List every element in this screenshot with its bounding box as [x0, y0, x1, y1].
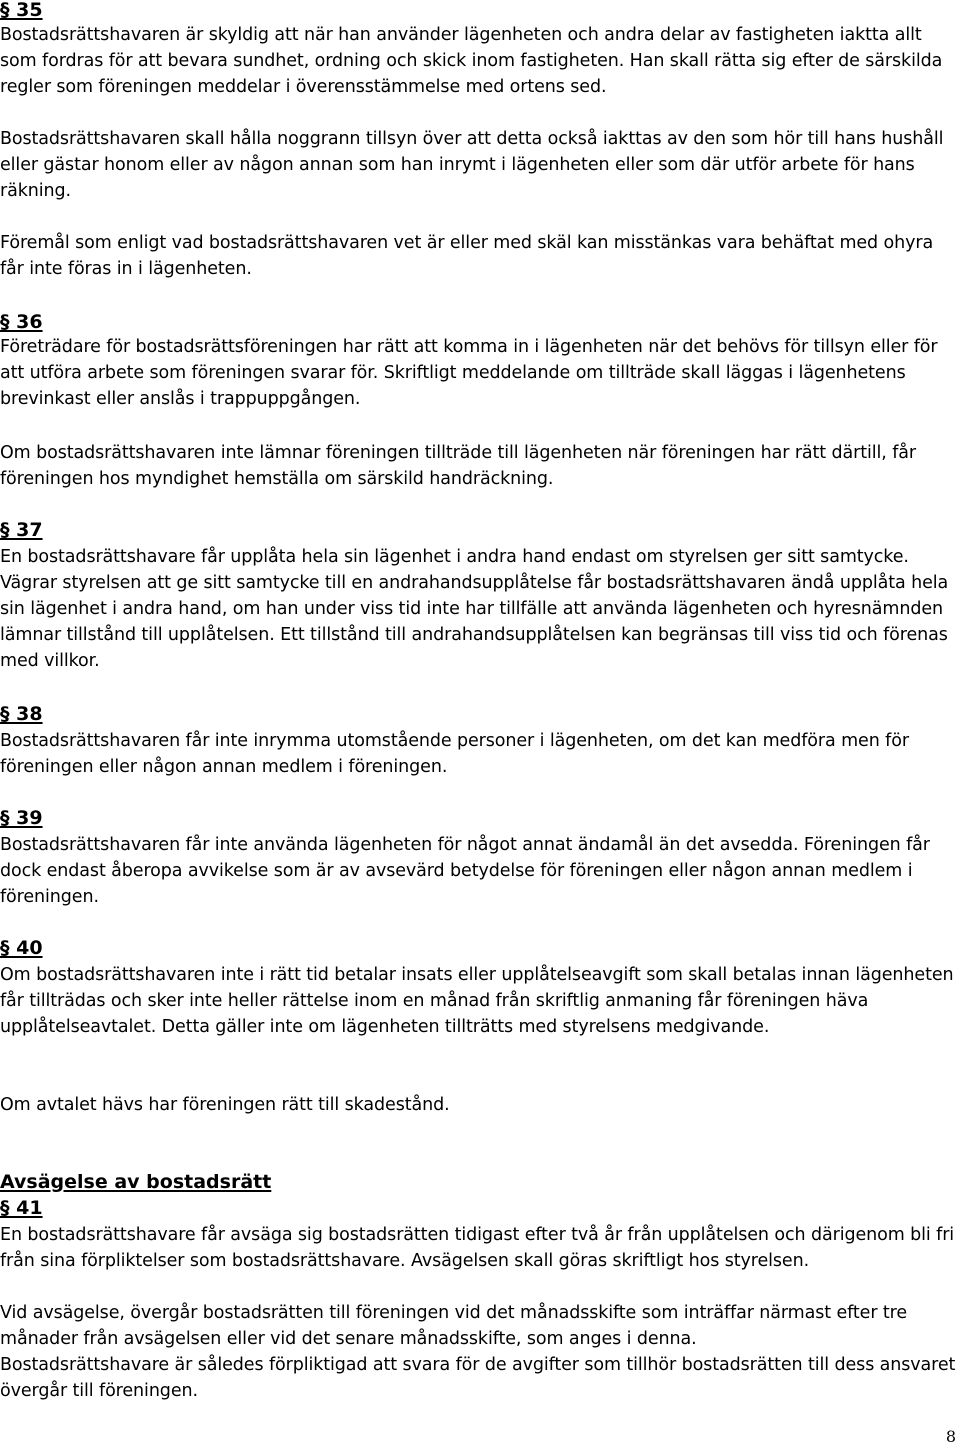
- section-39-paragraph-1: Bostadsrättshavaren får inte använda lägenheten för något annat ändamål än det avsedda. Föreningen får dock endast åberopa avvikelse som är av avsevärd betydelse för föreningen eller någon annan medlem i föreningen.: [0, 835, 930, 907]
- section-37-paragraph-1: En bostadsrättshavare får upplåta hela sin lägenhet i andra hand endast om styrelsen ger sitt samtycke. Vägrar styrelsen att ge sitt samtycke till en andrahandsupplåtelse får bostadsrättshavaren ändå upplåta hela sin lägenhet i andra hand, om han under viss tid inte har tillfälle att använda lägenheten och hyresnämnden lämnar tillstånd till upplåtelsen. Ett tillstånd till andrahandsupplåtelsen kan begränsas till viss tid och förenas med villkor.: [0, 547, 949, 671]
- section-heading-36: § 36: [0, 311, 43, 333]
- section-36-paragraph-2: Om bostadsrättshavaren inte lämnar föreningen tillträde till lägenheten när föreningen har rätt därtill, får föreningen hos myndighet hemställa om särskild handräckning.: [0, 443, 917, 489]
- section-heading-39: § 39: [0, 807, 43, 829]
- section-35-paragraph-2: Bostadsrättshavaren skall hålla noggrann tillsyn över att detta också iakttas av den som hör till hans hushåll eller gästar honom eller av någon annan som han inrymt i lägenheten eller som där utför arbete för hans räkning.: [0, 129, 944, 201]
- section-41-paragraph-2: Vid avsägelse, övergår bostadsrätten till föreningen vid det månadsskifte som inträffar närmast efter tre månader från avsägelsen eller vid det senare månadsskifte, som anges i denna.: [0, 1303, 908, 1349]
- section-heading-35: § 35: [0, 0, 43, 21]
- section-heading-41: § 41: [0, 1197, 43, 1219]
- section-35-paragraph-1: Bostadsrättshavaren är skyldig att när han använder lägenheten och andra delar av fastigheten iaktta allt som fordras för att bevara sundhet, ordning och skick inom fastigheten. Han skall rätta sig efter de särskilda regler som föreningen meddelar i överensstämmelse med ortens sed.: [0, 25, 943, 97]
- section-36-paragraph-1: Företrädare för bostadsrättsföreningen har rätt att komma in i lägenheten när det behövs för tillsyn eller för att utföra arbete som föreningen svarar för. Skriftligt meddelande om tillträde skall läggas i lägenhetens brevinkast eller anslås i trappuppgången.: [0, 337, 938, 409]
- page-number: 8: [945, 1427, 956, 1446]
- section-41-paragraph-1: En bostadsrättshavare får avsäga sig bostadsrätten tidigast efter två år från upplåtelsen och därigenom bli fri från sina förpliktelser som bostadsrättshavare. Avsägelsen skall göras skriftligt hos styrelsen.: [0, 1225, 955, 1271]
- section-38-paragraph-1: Bostadsrättshavaren får inte inrymma utomstående personer i lägenheten, om det kan medföra men för föreningen eller någon annan medlem i föreningen.: [0, 731, 909, 777]
- section-heading-40: § 40: [0, 937, 43, 959]
- section-heading-38: § 38: [0, 703, 43, 725]
- section-35-paragraph-3: Föremål som enligt vad bostadsrättshavaren vet är eller med skäl kan misstänkas vara behäftat med ohyra får inte föras in i lägenheten.: [0, 233, 934, 279]
- section-heading-37: § 37: [0, 519, 43, 541]
- section-40-paragraph-1: Om bostadsrättshavaren inte i rätt tid betalar insats eller upplåtelseavgift som skall betalas innan lägenheten får tillträdas och sker inte heller rättelse inom en månad från skriftlig anmaning får föreningen häva upplåtelseavtalet. Detta gäller inte om lägenheten tillträtts med styrelsens medgivande.: [0, 965, 954, 1037]
- section-41-paragraph-3: Bostadsrättshavare är således förpliktigad att svara för de avgifter som tillhör bostadsrätten till dess ansvaret övergår till föreningen.: [0, 1355, 956, 1401]
- section-40-paragraph-2: Om avtalet hävs har föreningen rätt till skadestånd.: [0, 1095, 450, 1115]
- chapter-title: Avsägelse av bostadsrätt: [0, 1171, 272, 1193]
